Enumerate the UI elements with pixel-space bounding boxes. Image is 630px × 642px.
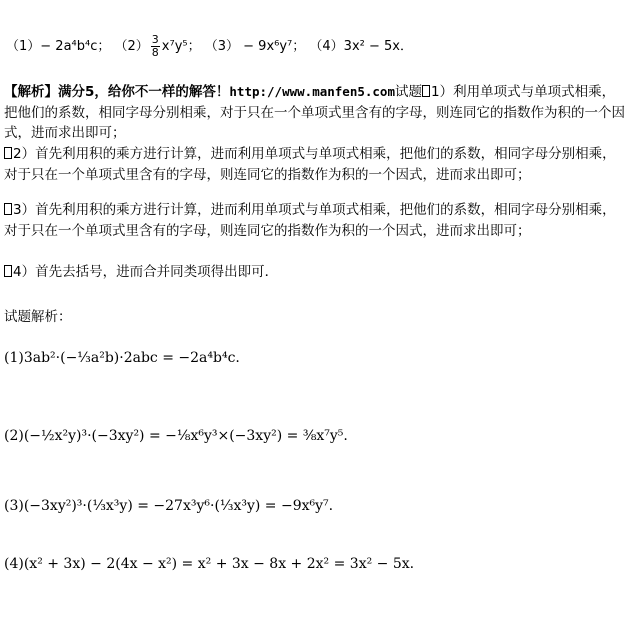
equation-3: (3)(−3xy²)³·(⅓x³y) = −27x³y⁶·(⅓x³y) = −9x⁶y⁷. (4, 498, 334, 514)
analysis-p2: 2）首先利用积的乘方进行计算，进而利用单项式与单项式相乘，把他们的系数，相同字母分别相乘，对于只在一个单项式里含有的字母，则连同它的指数作为积的一个因式，进而求出即可； (4, 146, 616, 183)
answers-line (6, 34, 413, 59)
analysis-p3: 3）首先利用积的乘方进行计算，进而利用单项式与单项式相乘，把他们的系数，相同字母分别相乘，对于只在一个单项式里含有的字母，则连同它的指数作为积的一个因式，进而求出即可； (4, 202, 616, 239)
missing-glyph-icon (4, 265, 12, 277)
equation-4: (4)(x² + 3x) − 2(4x − x²) = x² + 3x − 8x + 2x² = 3x² − 5x. (4, 556, 415, 572)
analysis-p4: 4）首先去括号，进而合并同类项得出即可． (13, 264, 279, 280)
equation-1: (1)3ab²·(−⅓a²b)·2abc = −2a⁴b⁴c. (4, 350, 240, 366)
answer-2-fraction: $\frac{3}{8}$ (151, 33, 159, 59)
analysis-p1: 1）利用单项式与单项式相乘，把他们的系数，相同字母分别相乘，对于只在一个单项式里含有的字母，则连同它的指数作为积的一个因式，进而求出即可； (4, 84, 625, 141)
answer-2-prefix: （2） (114, 39, 149, 54)
analysis-tag: 【解析】满分5，给你不一样的解答！ (4, 84, 230, 100)
analysis-p1-lead: 试题 (394, 84, 422, 100)
answer-4: （4）3x² − 5x． (309, 39, 413, 54)
equation-2: (2)(−½x²y)³·(−3xy²) = −⅛x⁶y³×(−3xy²) = ⅜x⁷y⁵. (4, 428, 348, 444)
missing-glyph-icon (4, 203, 12, 215)
missing-glyph-icon (4, 147, 12, 159)
analysis-paragraph-1 (4, 82, 628, 144)
answer-1: − 2a⁴b⁴c； (40, 39, 111, 54)
solution-heading: 试题解析： (4, 309, 72, 325)
analysis-paragraph-2 (4, 144, 628, 185)
answer-1-prefix: （1） (6, 39, 41, 54)
missing-glyph-icon (422, 85, 430, 97)
source-url: http://www.manfen5.com (229, 84, 395, 99)
answer-3: （3） − 9x⁶y⁷； (204, 39, 306, 54)
analysis-paragraph-4 (4, 262, 628, 283)
answer-2: x⁷y⁵； (161, 39, 201, 54)
analysis-paragraph-3 (4, 200, 628, 241)
